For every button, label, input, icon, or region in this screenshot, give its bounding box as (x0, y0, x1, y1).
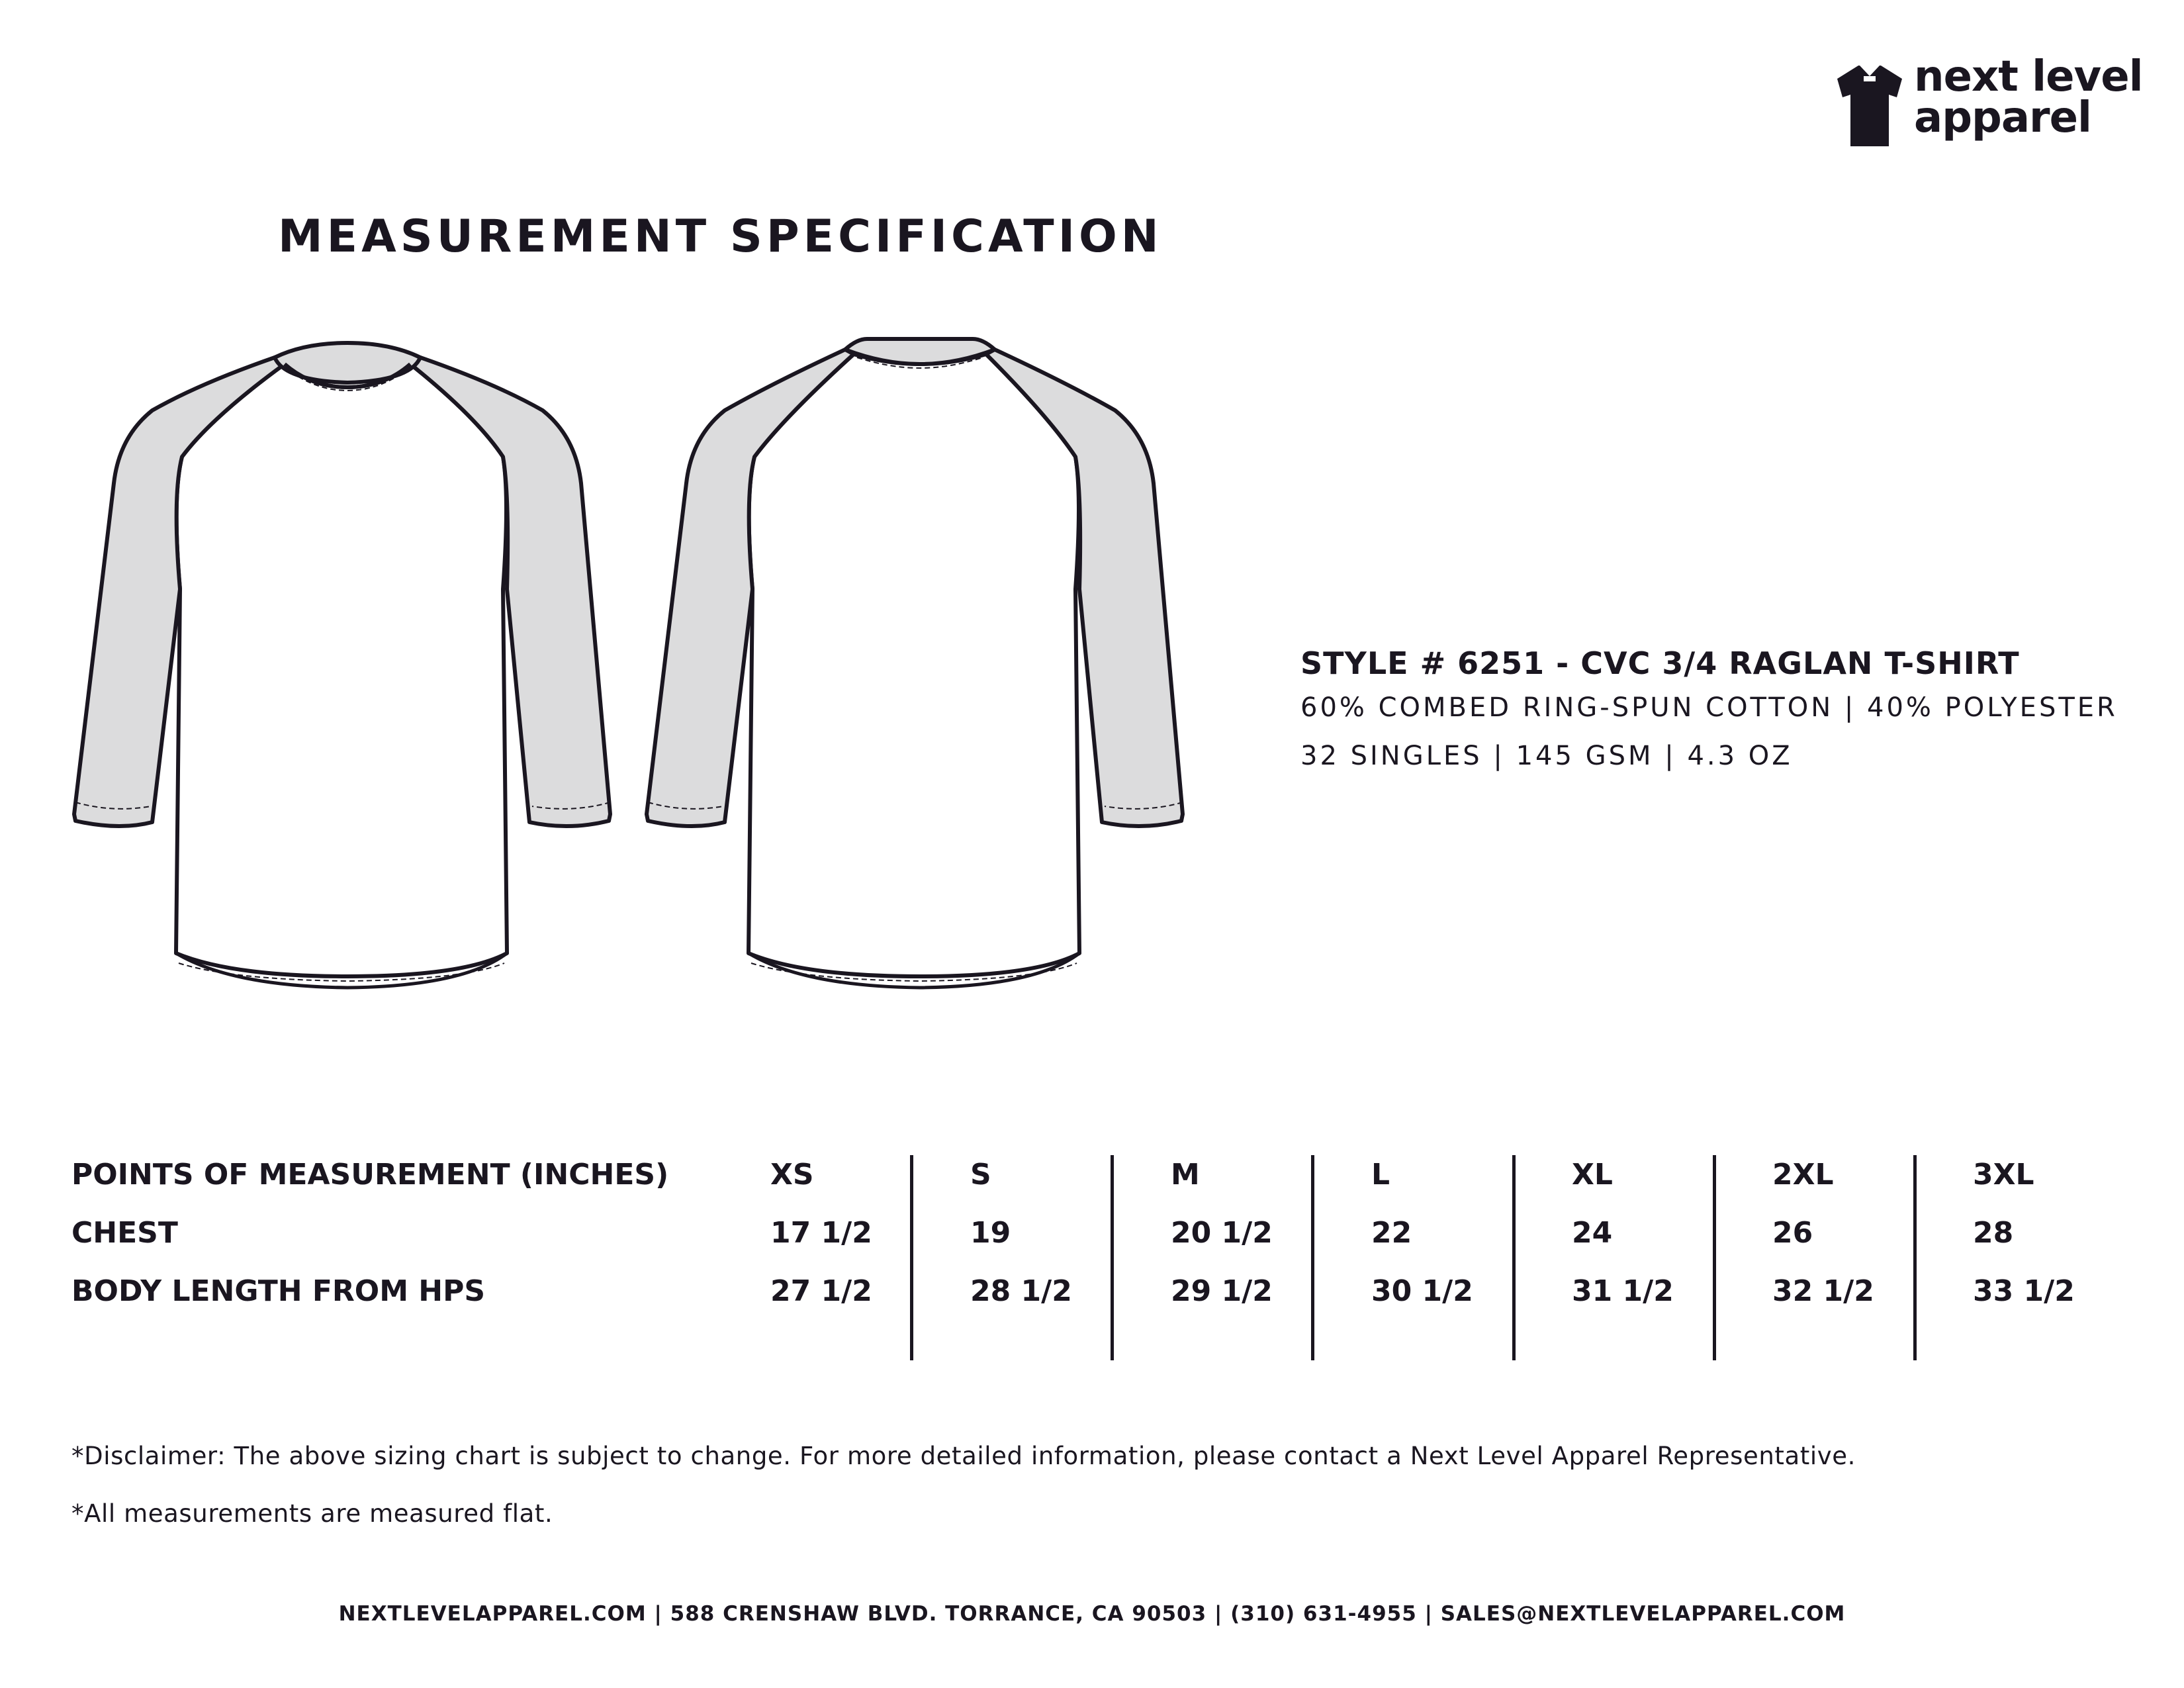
row-label-chest: CHEST (71, 1216, 178, 1250)
shirt-front-flat (66, 324, 629, 1006)
chest-2xl: 26 (1772, 1216, 1813, 1250)
page-title: MEASUREMENT SPECIFICATION (278, 211, 1163, 263)
column-divider (1913, 1155, 1917, 1360)
column-divider (1512, 1155, 1516, 1360)
length-3xl: 33 1/2 (1973, 1274, 2075, 1308)
tshirt-logo-icon (1833, 62, 1906, 148)
chest-l: 22 (1371, 1216, 1412, 1250)
measurement-table (71, 1155, 2123, 1364)
back-body-panel (749, 354, 1079, 976)
column-divider (910, 1155, 913, 1360)
length-s: 28 1/2 (970, 1274, 1072, 1308)
length-m: 29 1/2 (1171, 1274, 1273, 1308)
front-body-panel (176, 364, 507, 976)
length-2xl: 32 1/2 (1772, 1274, 1874, 1308)
table-header-label: POINTS OF MEASUREMENT (INCHES) (71, 1158, 669, 1192)
shirt-back-flat (639, 324, 1201, 1006)
chest-m: 20 1/2 (1171, 1216, 1273, 1250)
column-divider (1111, 1155, 1114, 1360)
style-name: STYLE # 6251 - CVC 3/4 RAGLAN T-SHIRT (1300, 645, 2020, 681)
column-divider (1311, 1155, 1314, 1360)
length-xs: 27 1/2 (770, 1274, 872, 1308)
size-header-m: M (1171, 1158, 1200, 1192)
row-label-body-length: BODY LENGTH FROM HPS (71, 1274, 486, 1308)
chest-s: 19 (970, 1216, 1011, 1250)
brand-wordmark (1914, 52, 2143, 142)
front-collar (275, 343, 420, 383)
size-header-s: S (970, 1158, 991, 1192)
size-header-2xl: 2XL (1772, 1158, 1834, 1192)
length-xl: 31 1/2 (1572, 1274, 1674, 1308)
brand-line1: next level (1914, 52, 2143, 101)
footer-contact: NEXTLEVELAPPAREL.COM | 588 CRENSHAW BLVD. TORRANCE, CA 90503 | (310) 631-4955 | SALES@NEXTLEVELAPPAREL.COM (338, 1602, 1846, 1626)
size-header-xs: XS (770, 1158, 814, 1192)
fabric-weight: 32 SINGLES | 145 GSM | 4.3 OZ (1300, 741, 1793, 771)
chest-3xl: 28 (1973, 1216, 2014, 1250)
style-info (1300, 643, 2118, 781)
size-header-l: L (1371, 1158, 1390, 1192)
column-divider (1713, 1155, 1716, 1360)
brand-line2: apparel (1914, 93, 2091, 142)
length-l: 30 1/2 (1371, 1274, 1473, 1308)
disclaimer-flat: *All measurements are measured flat. (71, 1499, 553, 1528)
fabric-content: 60% COMBED RING-SPUN COTTON | 40% POLYESTER (1300, 692, 2118, 723)
size-header-xl: XL (1572, 1158, 1613, 1192)
chest-xl: 24 (1572, 1216, 1613, 1250)
size-header-3xl: 3XL (1973, 1158, 2034, 1192)
chest-xs: 17 1/2 (770, 1216, 872, 1250)
brand-logo (1833, 52, 2151, 152)
disclaimer-sizing: *Disclaimer: The above sizing chart is subject to change. For more detailed information, please contact a Next Level Apparel Representative. (71, 1442, 1856, 1470)
